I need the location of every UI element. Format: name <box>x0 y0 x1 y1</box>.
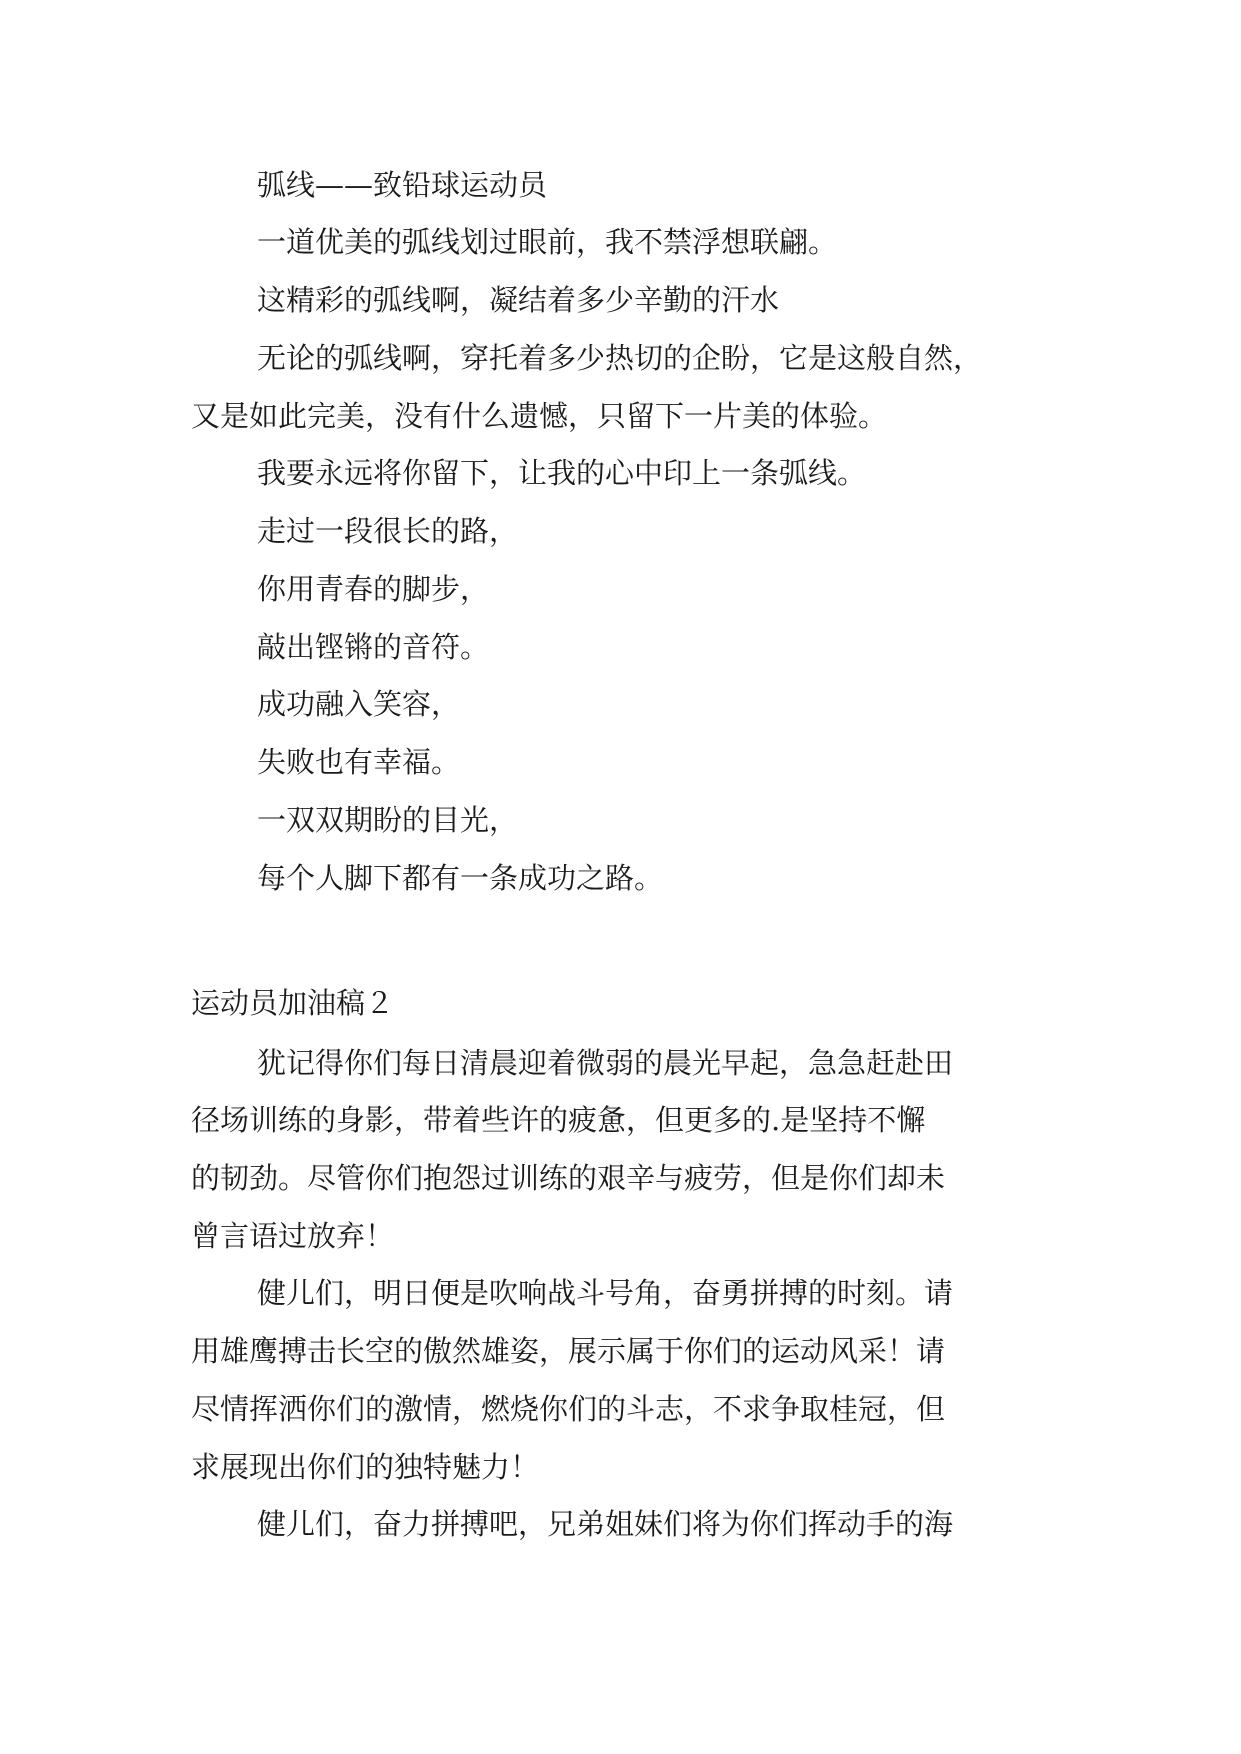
poem-line: 我要永远将你留下，让我的心中印上一条弧线。 <box>257 456 867 490</box>
poem-line: 这精彩的弧线啊，凝结着多少辛勤的汗水 <box>257 283 780 317</box>
poem-line: 一双双期盼的目光， <box>257 803 519 837</box>
poem-line: 又是如此完美，没有什么遗憾，只留下一片美的体验。 <box>191 399 888 433</box>
article-heading: 运动员加油稿２ <box>191 986 395 1020</box>
article-line: 用雄鹰搏击长空的傲然雄姿，展示属于你们的运动风采！请 <box>191 1334 946 1368</box>
article-line: 健儿们，明日便是吹响战斗号角，奋勇拼搏的时刻。请 <box>257 1276 954 1310</box>
poem-line: 一道优美的弧线划过眼前，我不禁浮想联翩。 <box>257 225 838 259</box>
poem-title: 弧线——致铅球运动员 <box>257 168 548 202</box>
article-line: 犹记得你们每日清晨迎着微弱的晨光早起，急急赶赴田 <box>257 1046 954 1080</box>
poem-line: 你用青春的脚步， <box>257 572 490 606</box>
article-line: 求展现出你们的独特魅力！ <box>191 1450 540 1484</box>
article-line: 健儿们，奋力拼搏吧，兄弟姐妹们将为你们挥动手的海 <box>257 1507 954 1541</box>
article-line: 径场训练的身影，带着些许的疲惫，但更多的.是坚持不懈 <box>191 1103 926 1137</box>
poem-line: 无论的弧线啊，穿托着多少热切的企盼，它是这般自然， <box>257 341 983 375</box>
poem-line: 成功融入笑容， <box>257 687 461 721</box>
poem-line: 失败也有幸福。 <box>257 745 461 779</box>
article-line: 尽情挥洒你们的激情，燃烧你们的斗志，不求争取桂冠，但 <box>191 1392 946 1426</box>
article-line: 曾言语过放弃！ <box>191 1219 395 1253</box>
article-line: 的韧劲。尽管你们抱怨过训练的艰辛与疲劳，但是你们却未 <box>191 1161 946 1195</box>
poem-line: 敲出铿锵的音符。 <box>257 630 490 664</box>
poem-line: 每个人脚下都有一条成功之路。 <box>257 861 664 895</box>
poem-line: 走过一段很长的路， <box>257 514 519 548</box>
